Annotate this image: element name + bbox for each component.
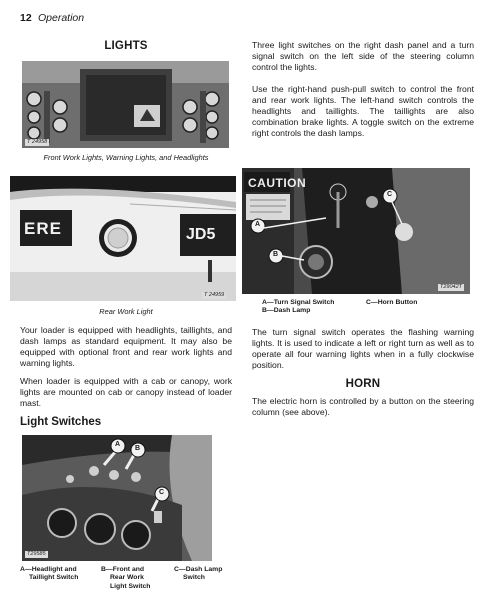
photo-code: T29042T [440,284,463,290]
light-switches-heading: Light Switches [20,416,102,428]
marker-b: B [135,445,141,452]
turn-signal-paragraph: The turn signal switch operates the flashing warning lights. It is used to indicate a left or right turn as well as to operate all four warning lights when in a fully clockwise position. [252,327,474,371]
marker-a: A [115,441,121,448]
section-title: Operation [38,12,85,24]
legend-item-a: A—Headlight and Taillight Switch [20,566,79,582]
decal-text-right: JD5 [186,226,216,243]
dash-panel-photo [22,435,212,561]
cab-canopy-paragraph: When loader is equipped with a cab or canopy, work lights are mounted on cab or canopy instead of loader mast. [20,376,232,409]
page-number: 12 [20,12,32,24]
legend-item-c: C—Dash Lamp Switch [174,566,223,582]
rear-light-photo [10,176,236,301]
lights-heading: LIGHTS [104,40,148,52]
photo-code: T 24958 [27,139,48,145]
marker-c: C [159,489,165,496]
marker-c: C [387,191,393,198]
switches-intro-paragraph: Three light switches on the right dash panel and a turn signal switch on the left side of the steering column control the lights. [252,40,474,73]
decal-text-left: ERE [24,219,62,238]
photo-code: T29585 [27,551,46,557]
equipment-paragraph: Your loader is equipped with headlights, taillights, and dash lamps as standard equipment. It may also be equipped with optional front and rear work lights and warning lights. [20,325,232,369]
marker-a: A [255,221,261,228]
push-pull-paragraph: Use the right-hand push-pull switch to control the front and rear work lights. The left-hand switch controls the headlights and taillights. The taillights are also combination brake lights. A toggle switch on the extreme right controls the dash lamps. [252,84,474,139]
horn-paragraph: The electric horn is controlled by a button on the steering column (see above). [252,396,474,418]
horn-heading: HORN [345,378,381,390]
marker-b: B [273,251,279,258]
photo-code: T 24959 [204,292,225,298]
legend-item-c: C—Horn Button [366,299,418,306]
front-lights-photo [22,61,229,148]
legend-item-b: B—Front and Rear Work Light Switch [101,566,151,590]
steering-column-photo [242,168,470,294]
caution-decal: CAUTION [248,176,307,190]
front-lights-caption: Front Work Lights, Warning Lights, and Headlights [43,153,209,162]
legend-item-a-b: A—Turn Signal Switch B—Dash Lamp [262,299,335,315]
rear-light-caption: Rear Work Light [99,307,153,316]
